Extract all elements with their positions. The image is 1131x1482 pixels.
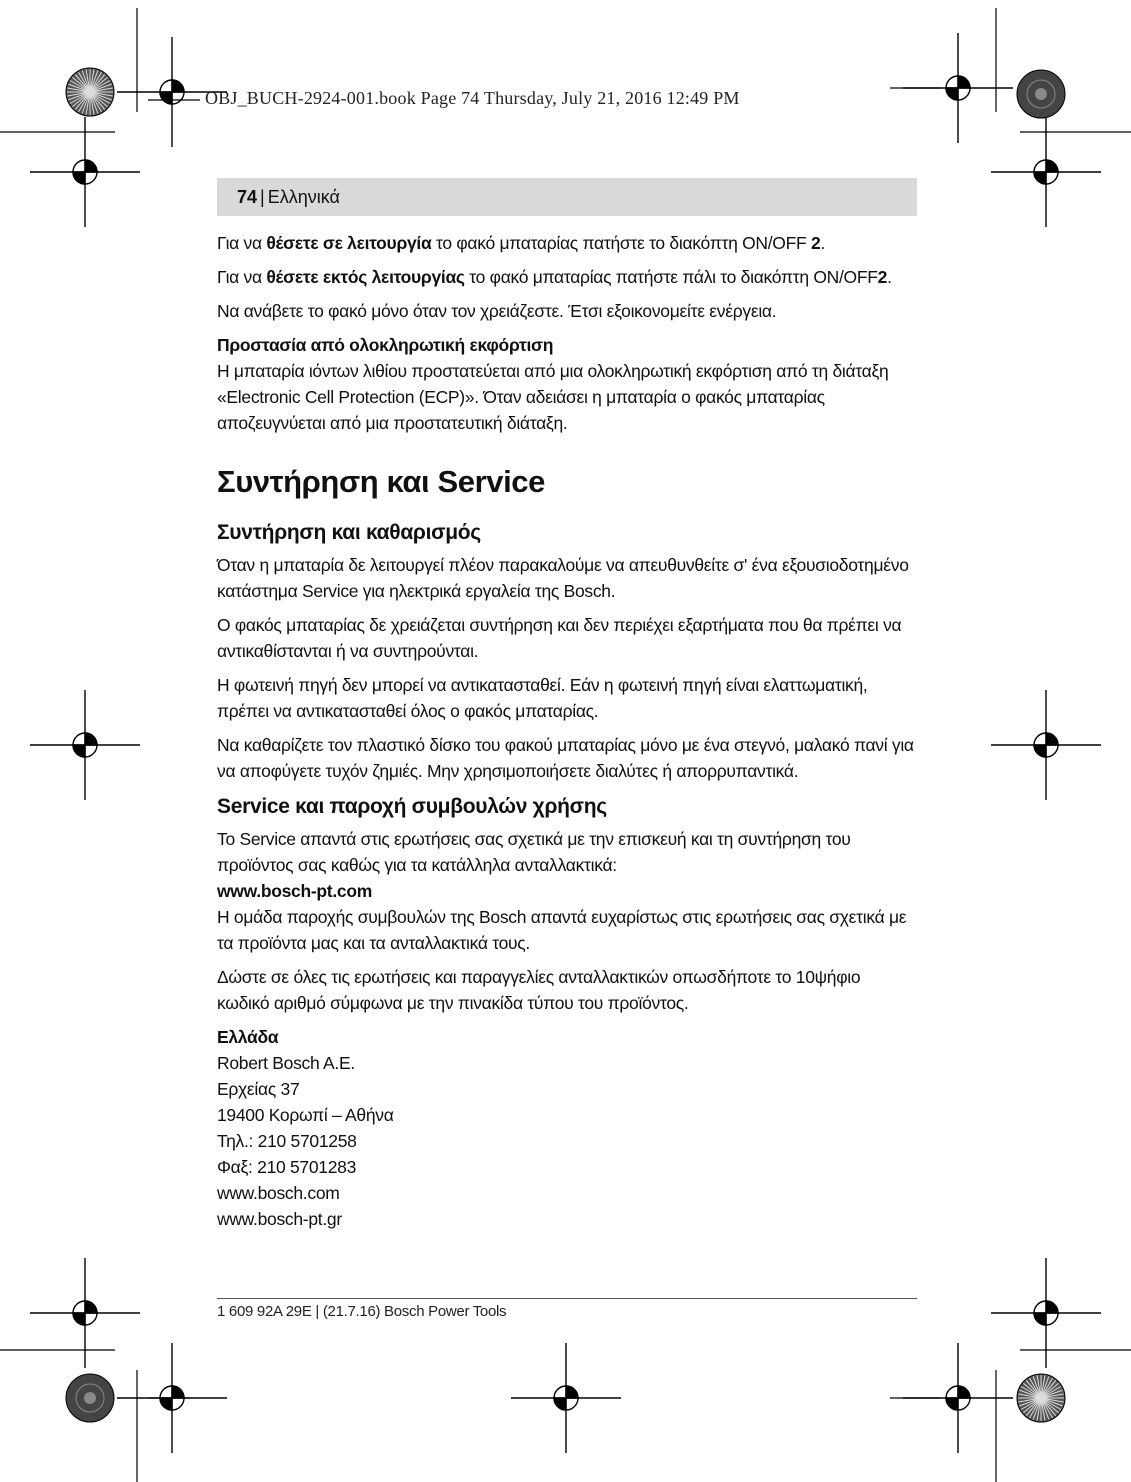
registration-target-icon — [30, 117, 140, 227]
header-separator: | — [260, 186, 265, 207]
registration-target-icon — [991, 690, 1101, 800]
registration-star-top-left — [66, 68, 114, 116]
link-bosch-com[interactable]: www.bosch.com — [217, 1183, 340, 1203]
registration-target-icon — [511, 1343, 621, 1453]
paragraph-switch-off: Για να θέσετε εκτός λειτουργίας το φακό μπαταρίας πατήστε πάλι το διακόπτη ON/OFF2. — [217, 267, 892, 287]
paragraph-maintenance-3: Η φωτεινή πηγή δεν μπορεί να αντικατασταθεί. Εάν η φωτεινή πηγή είναι ελαττωματική, πρέπει να αντικατασταθεί όλος ο φακός μπαταρίας. — [217, 675, 868, 721]
paragraph-maintenance-2: Ο φακός μπαταρίας δε χρειάζεται συντήρηση και δεν περιέχει εξαρτήματα που θα πρέπει να αντικαθίστανται ή να συντηρούνται. — [217, 615, 902, 661]
footer-rule — [217, 1298, 917, 1299]
address-street: Ερχείας 37 — [217, 1079, 300, 1099]
paragraph-deep-discharge: Η μπαταρία ιόντων λιθίου προστατεύεται από μια ολοκληρωτική εκφόρτιση από τη διάταξη «Electronic Cell Protection (ECP)». Όταν αδειάσει η μπαταρία ο φακός μπαταρίας αποζευγνύεται από μια προστατευτική διάταξη. — [217, 361, 889, 433]
document-body — [217, 230, 917, 1232]
paragraph-maintenance-4: Να καθαρίζετε τον πλαστικό δίσκο του φακού μπαταρίας μόνο με ένα στεγνό, μαλακό πανί για να αποφύγετε τυχόν ζημιές. Μην χρησιμοποιήσετε διαλύτες ή απορρυπαντικά. — [217, 735, 914, 781]
paragraph-advice-2: Η ομάδα παροχής συμβουλών της Bosch απαντά ευχαρίστως στις ερωτήσεις σας σχετικά με τα προϊόντα μας και τα ανταλλακτικά τους. — [217, 907, 907, 953]
address-fax: Φαξ: 210 5701283 — [217, 1157, 357, 1177]
registration-star-bottom-left — [66, 1374, 114, 1422]
address-block — [217, 1050, 917, 1232]
section-language: Ελληνικά — [267, 186, 340, 207]
address-city: 19400 Κορωπί – Αθήνα — [217, 1105, 394, 1125]
page-footer: 1 609 92A 29E | (21.7.16) Bosch Power Tools — [217, 1303, 507, 1320]
address-phone: Τηλ.: 210 5701258 — [217, 1131, 357, 1151]
registration-target-icon — [991, 117, 1101, 227]
link-bosch-pt-gr[interactable]: www.bosch-pt.gr — [217, 1209, 342, 1229]
print-job-header: OBJ_BUCH-2924-001.book Page 74 Thursday, July 21, 2016 12:49 PM — [205, 88, 740, 108]
page-number: 74 — [237, 186, 258, 207]
heading-maintenance-cleaning: Συντήρηση και καθαρισμός — [217, 521, 481, 544]
registration-target-icon — [30, 690, 140, 800]
registration-target-icon — [117, 1343, 227, 1453]
registration-target-icon — [991, 1258, 1101, 1368]
registration-star-bottom-right — [1017, 1374, 1065, 1422]
link-bosch-pt-com[interactable]: www.bosch-pt.com — [217, 881, 372, 901]
paragraph-energy: Να ανάβετε το φακό μόνο όταν τον χρειάζεστε. Έτσι εξοικονομείτε ενέργεια. — [217, 301, 777, 321]
paragraph-advice-1: Το Service απαντά στις ερωτήσεις σας σχετικά με την επισκευή και τη συντήρηση του προϊόντος σας καθώς για τα κατάλληλα ανταλλακτικά: — [217, 829, 851, 875]
registration-star-top-right — [1017, 70, 1065, 118]
page-header-band — [217, 178, 917, 216]
heading-maintenance-service: Συντήρηση και Service — [217, 464, 545, 499]
registration-target-icon — [30, 1258, 140, 1368]
heading-deep-discharge: Προστασία από ολοκληρωτική εκφόρτιση — [217, 335, 554, 355]
paragraph-maintenance-1: Όταν η μπαταρία δε λειτουργεί πλέον παρακαλούμε να απευθυνθείτε σ' ένα εξουσιοδοτημένο κατάστημα Service για ηλεκτρικά εργαλεία της Bosch. — [217, 555, 909, 601]
paragraph-advice-3: Δώστε σε όλες τις ερωτήσεις και παραγγελίες ανταλλακτικών οπωσδήποτε το 10ψήφιο κωδικό αριθμό σύμφωνα με την πινακίδα τύπου του προϊόντος. — [217, 967, 861, 1013]
paragraph-switch-on: Για να θέσετε σε λειτουργία το φακό μπαταρίας πατήστε το διακόπτη ON/OFF 2. — [217, 233, 825, 253]
heading-service-advice: Service και παροχή συμβουλών χρήσης — [217, 795, 607, 818]
address-company: Robert Bosch A.E. — [217, 1053, 355, 1073]
heading-country-greece: Ελλάδα — [217, 1027, 279, 1047]
